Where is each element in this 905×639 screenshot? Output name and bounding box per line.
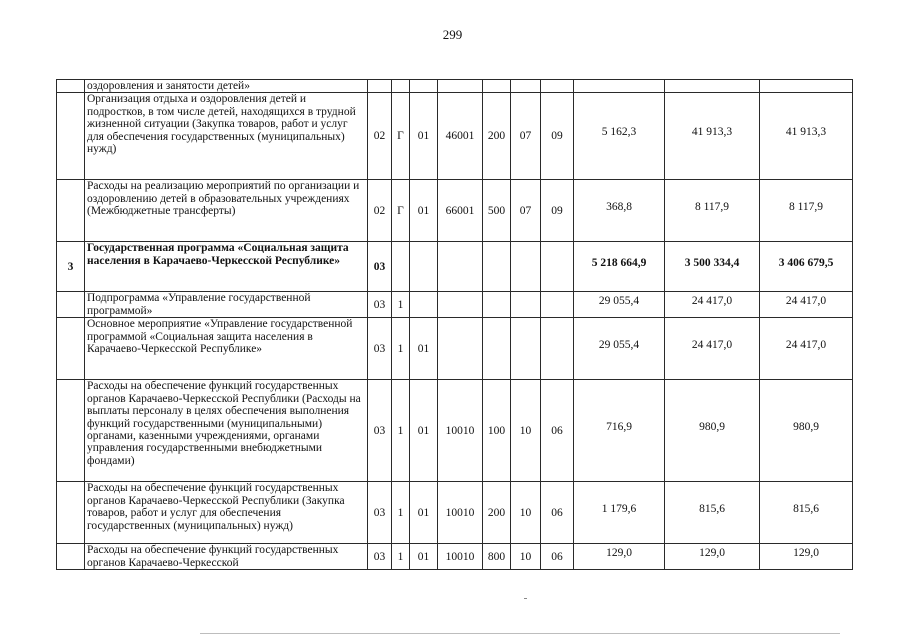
subsection-code: 06: [541, 380, 574, 482]
subprogram-code: 1: [392, 318, 410, 380]
amount-year-3: 815,6: [760, 482, 853, 544]
section-code: [511, 80, 541, 93]
amount-year-1: 5 162,3: [574, 93, 665, 180]
direction-code: 66001: [438, 180, 483, 242]
measure-code: 01: [410, 482, 438, 544]
subsection-code: [541, 318, 574, 380]
row-description: Расходы на обеспечение функций государственных органов Карачаево-Черкесской Республики (Расходы на выплаты персоналу в целях обеспечения выполнения функций государственными (муниципальными) органами, казенными учреждениями, органами управления государственными внебюджетными фондами): [85, 380, 368, 482]
amount-year-2: 8 117,9: [665, 180, 760, 242]
direction-code: 10010: [438, 380, 483, 482]
row-number: 3: [57, 242, 85, 292]
table-row: [57, 180, 853, 242]
amount-year-1: 29 055,4: [574, 318, 665, 380]
subsection-code: 06: [541, 482, 574, 544]
row-number: [57, 292, 85, 318]
measure-code: 01: [410, 93, 438, 180]
subsection-code: 06: [541, 544, 574, 570]
direction-code: 10010: [438, 544, 483, 570]
row-number: [57, 80, 85, 93]
row-description: Расходы на реализацию мероприятий по организации и оздоровлению детей в образовательных учреждениях (Межбюджетные трансферты): [85, 180, 368, 242]
amount-year-1: [574, 80, 665, 93]
expense-type-code: 800: [483, 544, 511, 570]
row-number: [57, 180, 85, 242]
expense-type-code: [483, 318, 511, 380]
amount-year-2: [665, 80, 760, 93]
amount-year-1: 5 218 664,9: [574, 242, 665, 292]
amount-year-3: 980,9: [760, 380, 853, 482]
measure-code: [410, 242, 438, 292]
section-code: 07: [511, 93, 541, 180]
amount-year-3: 24 417,0: [760, 292, 853, 318]
scan-artifact-dot: [524, 598, 527, 599]
amount-year-2: 129,0: [665, 544, 760, 570]
expense-type-code: 200: [483, 93, 511, 180]
table-row: [57, 292, 853, 318]
amount-year-3: 24 417,0: [760, 318, 853, 380]
program-code: 03: [368, 380, 392, 482]
measure-code: [410, 292, 438, 318]
direction-code: 46001: [438, 93, 483, 180]
row-description: Подпрограмма «Управление государственной программой»: [85, 292, 368, 318]
budget-table: [56, 79, 853, 570]
program-code: 03: [368, 318, 392, 380]
program-code: 03: [368, 544, 392, 570]
row-number: [57, 544, 85, 570]
program-code: 03: [368, 242, 392, 292]
subsection-code: [541, 80, 574, 93]
subsection-code: [541, 292, 574, 318]
subprogram-code: Г: [392, 180, 410, 242]
amount-year-1: 29 055,4: [574, 292, 665, 318]
amount-year-2: 41 913,3: [665, 93, 760, 180]
table-row: [57, 482, 853, 544]
measure-code: 01: [410, 318, 438, 380]
row-number: [57, 380, 85, 482]
expense-type-code: 100: [483, 380, 511, 482]
section-code: 07: [511, 180, 541, 242]
direction-code: [438, 242, 483, 292]
amount-year-1: 716,9: [574, 380, 665, 482]
subprogram-code: [392, 242, 410, 292]
subprogram-code: 1: [392, 292, 410, 318]
table-row: [57, 544, 853, 570]
amount-year-1: 368,8: [574, 180, 665, 242]
table-row: [57, 242, 853, 292]
section-code: 10: [511, 482, 541, 544]
expense-type-code: [483, 292, 511, 318]
subsection-code: [541, 242, 574, 292]
row-description: Основное мероприятие «Управление государственной программой «Социальная защита населения в Карачаево-Черкесской Республике»: [85, 318, 368, 380]
page-number: 299: [442, 27, 463, 42]
subprogram-code: 1: [392, 380, 410, 482]
amount-year-2: 24 417,0: [665, 292, 760, 318]
row-number: [57, 93, 85, 180]
row-number: [57, 318, 85, 380]
amount-year-2: 3 500 334,4: [665, 242, 760, 292]
amount-year-3: 41 913,3: [760, 93, 853, 180]
direction-code: 10010: [438, 482, 483, 544]
program-code: 03: [368, 482, 392, 544]
measure-code: 01: [410, 180, 438, 242]
subprogram-code: 1: [392, 544, 410, 570]
section-code: 10: [511, 544, 541, 570]
direction-code: [438, 80, 483, 93]
section-code: [511, 242, 541, 292]
section-code: 10: [511, 380, 541, 482]
subsection-code: 09: [541, 180, 574, 242]
amount-year-3: [760, 80, 853, 93]
subsection-code: 09: [541, 93, 574, 180]
expense-type-code: [483, 80, 511, 93]
subprogram-code: Г: [392, 93, 410, 180]
row-description: Расходы на обеспечение функций государственных органов Карачаево-Черкесской Республики (Закупка товаров, работ и услуг для обеспечения государственных (муниципальных) нужд): [85, 482, 368, 544]
subprogram-code: [392, 80, 410, 93]
expense-type-code: 500: [483, 180, 511, 242]
measure-code: 01: [410, 544, 438, 570]
row-description: Расходы на обеспечение функций государственных органов Карачаево-Черкесской: [85, 544, 368, 570]
section-code: [511, 318, 541, 380]
amount-year-3: 3 406 679,5: [760, 242, 853, 292]
row-description: Организация отдыха и оздоровления детей и подростков, в том числе детей, находящихся в трудной жизненной ситуации (Закупка товаров, работ и услуг для обеспечения государственных (муниципальных) нужд): [85, 93, 368, 180]
expense-type-code: 200: [483, 482, 511, 544]
table-row: [57, 80, 853, 93]
program-code: 02: [368, 93, 392, 180]
measure-code: [410, 80, 438, 93]
row-description: оздоровления и занятости детей»: [85, 80, 368, 93]
table-row: [57, 318, 853, 380]
measure-code: 01: [410, 380, 438, 482]
table-row: [57, 380, 853, 482]
subprogram-code: 1: [392, 482, 410, 544]
program-code: 02: [368, 180, 392, 242]
direction-code: [438, 292, 483, 318]
amount-year-2: 815,6: [665, 482, 760, 544]
program-code: [368, 80, 392, 93]
expense-type-code: [483, 242, 511, 292]
scan-artifact-line: [200, 633, 840, 634]
direction-code: [438, 318, 483, 380]
amount-year-1: 129,0: [574, 544, 665, 570]
program-code: 03: [368, 292, 392, 318]
row-number: [57, 482, 85, 544]
amount-year-2: 24 417,0: [665, 318, 760, 380]
amount-year-2: 980,9: [665, 380, 760, 482]
section-code: [511, 292, 541, 318]
row-description: Государственная программа «Социальная защита населения в Карачаево-Черкесской Республике»: [85, 242, 368, 292]
amount-year-3: 129,0: [760, 544, 853, 570]
amount-year-3: 8 117,9: [760, 180, 853, 242]
table-row: [57, 93, 853, 180]
amount-year-1: 1 179,6: [574, 482, 665, 544]
